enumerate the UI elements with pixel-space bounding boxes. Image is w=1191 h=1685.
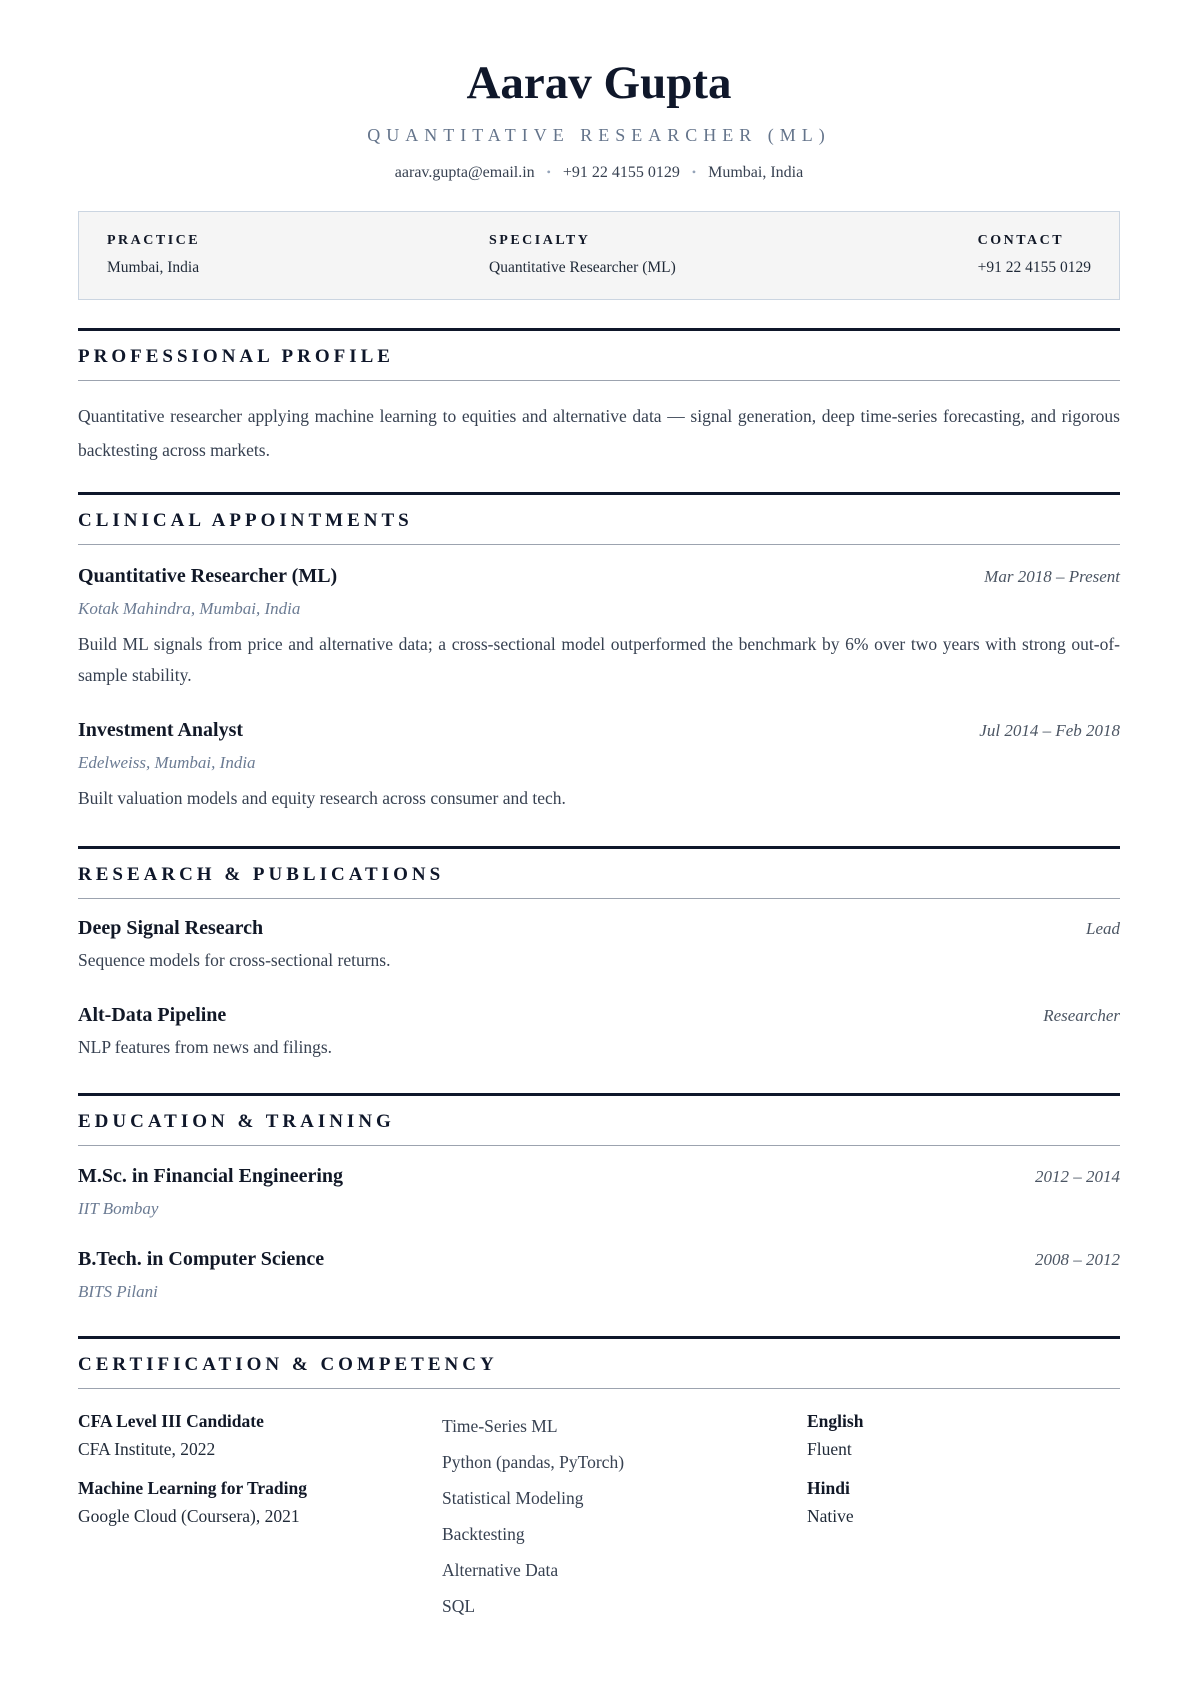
entry-header xyxy=(78,1246,1120,1272)
candidate-name: Aarav Gupta xyxy=(466,57,732,109)
separator-dot: • xyxy=(546,165,551,179)
contact-location: Mumbai, India xyxy=(708,164,804,181)
school-name: BITS Pilani xyxy=(78,1282,158,1301)
section-heading: CLINICAL APPOINTMENTS xyxy=(78,495,1120,545)
degree-years: 2008 – 2012 xyxy=(1035,1250,1120,1269)
job-description: Build ML signals from price and alternative data; a cross-sectional model outperformed the benchmark by 6% over two years with strong out-of-sample stability. xyxy=(78,634,1120,685)
cert-item xyxy=(78,1409,418,1461)
job-date: Mar 2018 – Present xyxy=(984,567,1120,586)
education-entry xyxy=(78,1163,1120,1220)
section-education xyxy=(78,1093,1120,1146)
language-item xyxy=(807,1476,1120,1528)
section-heading: RESEARCH & PUBLICATIONS xyxy=(78,849,1120,899)
research-description: Sequence models for cross-sectional returns. xyxy=(78,950,391,970)
section-research xyxy=(78,846,1120,899)
candidate-title: QUANTITATIVE RESEARCHER (ML) xyxy=(367,125,831,145)
appointment-entry xyxy=(78,717,1120,814)
skills-column xyxy=(442,1414,782,1630)
cert-item xyxy=(78,1476,418,1528)
infobox-specialty xyxy=(489,232,676,278)
profile-text: Quantitative researcher applying machine learning to equities and alternative data — signal generation, deep time-series forecasting, and rigorous backtesting across markets. xyxy=(78,406,1120,460)
specialty-value: Quantitative Researcher (ML) xyxy=(489,259,676,276)
degree-title: M.Sc. in Financial Engineering xyxy=(78,1165,344,1187)
skill-item: SQL xyxy=(442,1596,476,1616)
job-organization: Edelweiss, Mumbai, India xyxy=(78,753,256,772)
research-role: Researcher xyxy=(1043,1006,1120,1025)
research-title: Alt-Data Pipeline xyxy=(78,1004,227,1026)
certifications-column xyxy=(78,1409,418,1528)
job-description: Built valuation models and equity research across consumer and tech. xyxy=(78,788,566,808)
skill-item: Time-Series ML xyxy=(442,1416,558,1436)
appointment-entry xyxy=(78,563,1120,691)
section-heading: PROFESSIONAL PROFILE xyxy=(78,331,1120,381)
infobox-practice xyxy=(107,232,200,278)
summary-infobox xyxy=(78,211,1120,300)
contact-phone[interactable]: +91 22 4155 0129 xyxy=(562,164,680,181)
research-role: Lead xyxy=(1086,919,1120,938)
specialty-label: SPECIALTY xyxy=(489,233,591,248)
language-level: Native xyxy=(807,1506,854,1526)
section-appointments xyxy=(78,492,1120,545)
language-name: English xyxy=(807,1411,864,1431)
skill-item: Python (pandas, PyTorch) xyxy=(442,1452,625,1472)
language-item xyxy=(807,1409,1120,1461)
degree-title: B.Tech. in Computer Science xyxy=(78,1248,325,1270)
section-profile xyxy=(78,328,1120,467)
education-entry xyxy=(78,1246,1120,1303)
entry-header xyxy=(78,1163,1120,1189)
entry-header xyxy=(78,1002,1120,1028)
language-level: Fluent xyxy=(807,1439,852,1459)
contact-line xyxy=(78,162,1120,184)
skill-item: Statistical Modeling xyxy=(442,1488,584,1508)
research-entry xyxy=(78,1002,1120,1063)
job-title: Quantitative Researcher (ML) xyxy=(78,565,338,587)
skill-item: Alternative Data xyxy=(442,1560,559,1580)
practice-label: PRACTICE xyxy=(107,233,201,248)
entry-header xyxy=(78,915,1120,941)
contact-email[interactable]: aarav.gupta@email.in xyxy=(394,164,535,181)
research-title: Deep Signal Research xyxy=(78,917,264,939)
entry-header xyxy=(78,563,1120,589)
languages-column xyxy=(807,1409,1120,1528)
job-date: Jul 2014 – Feb 2018 xyxy=(979,721,1120,740)
job-title: Investment Analyst xyxy=(78,719,244,741)
section-certification xyxy=(78,1336,1120,1389)
section-heading: EDUCATION & TRAINING xyxy=(78,1096,1120,1146)
section-heading: CERTIFICATION & COMPETENCY xyxy=(78,1339,1120,1389)
school-name: IIT Bombay xyxy=(78,1199,159,1218)
infobox-contact xyxy=(978,232,1091,278)
contact-label: CONTACT xyxy=(977,233,1065,248)
practice-value: Mumbai, India xyxy=(107,259,200,276)
cert-name: CFA Level III Candidate xyxy=(78,1411,264,1431)
cert-name: Machine Learning for Trading xyxy=(78,1478,307,1498)
skill-item: Backtesting xyxy=(442,1524,525,1544)
research-entry xyxy=(78,915,1120,976)
research-description: NLP features from news and filings. xyxy=(78,1037,333,1057)
cert-issuer: CFA Institute, 2022 xyxy=(78,1439,216,1459)
entry-header xyxy=(78,717,1120,743)
separator-dot: • xyxy=(691,165,697,179)
language-name: Hindi xyxy=(807,1478,850,1498)
contact-value: +91 22 4155 0129 xyxy=(977,259,1091,276)
degree-years: 2012 – 2014 xyxy=(1035,1167,1120,1186)
cert-issuer: Google Cloud (Coursera), 2021 xyxy=(78,1506,300,1526)
job-organization: Kotak Mahindra, Mumbai, India xyxy=(78,599,301,618)
